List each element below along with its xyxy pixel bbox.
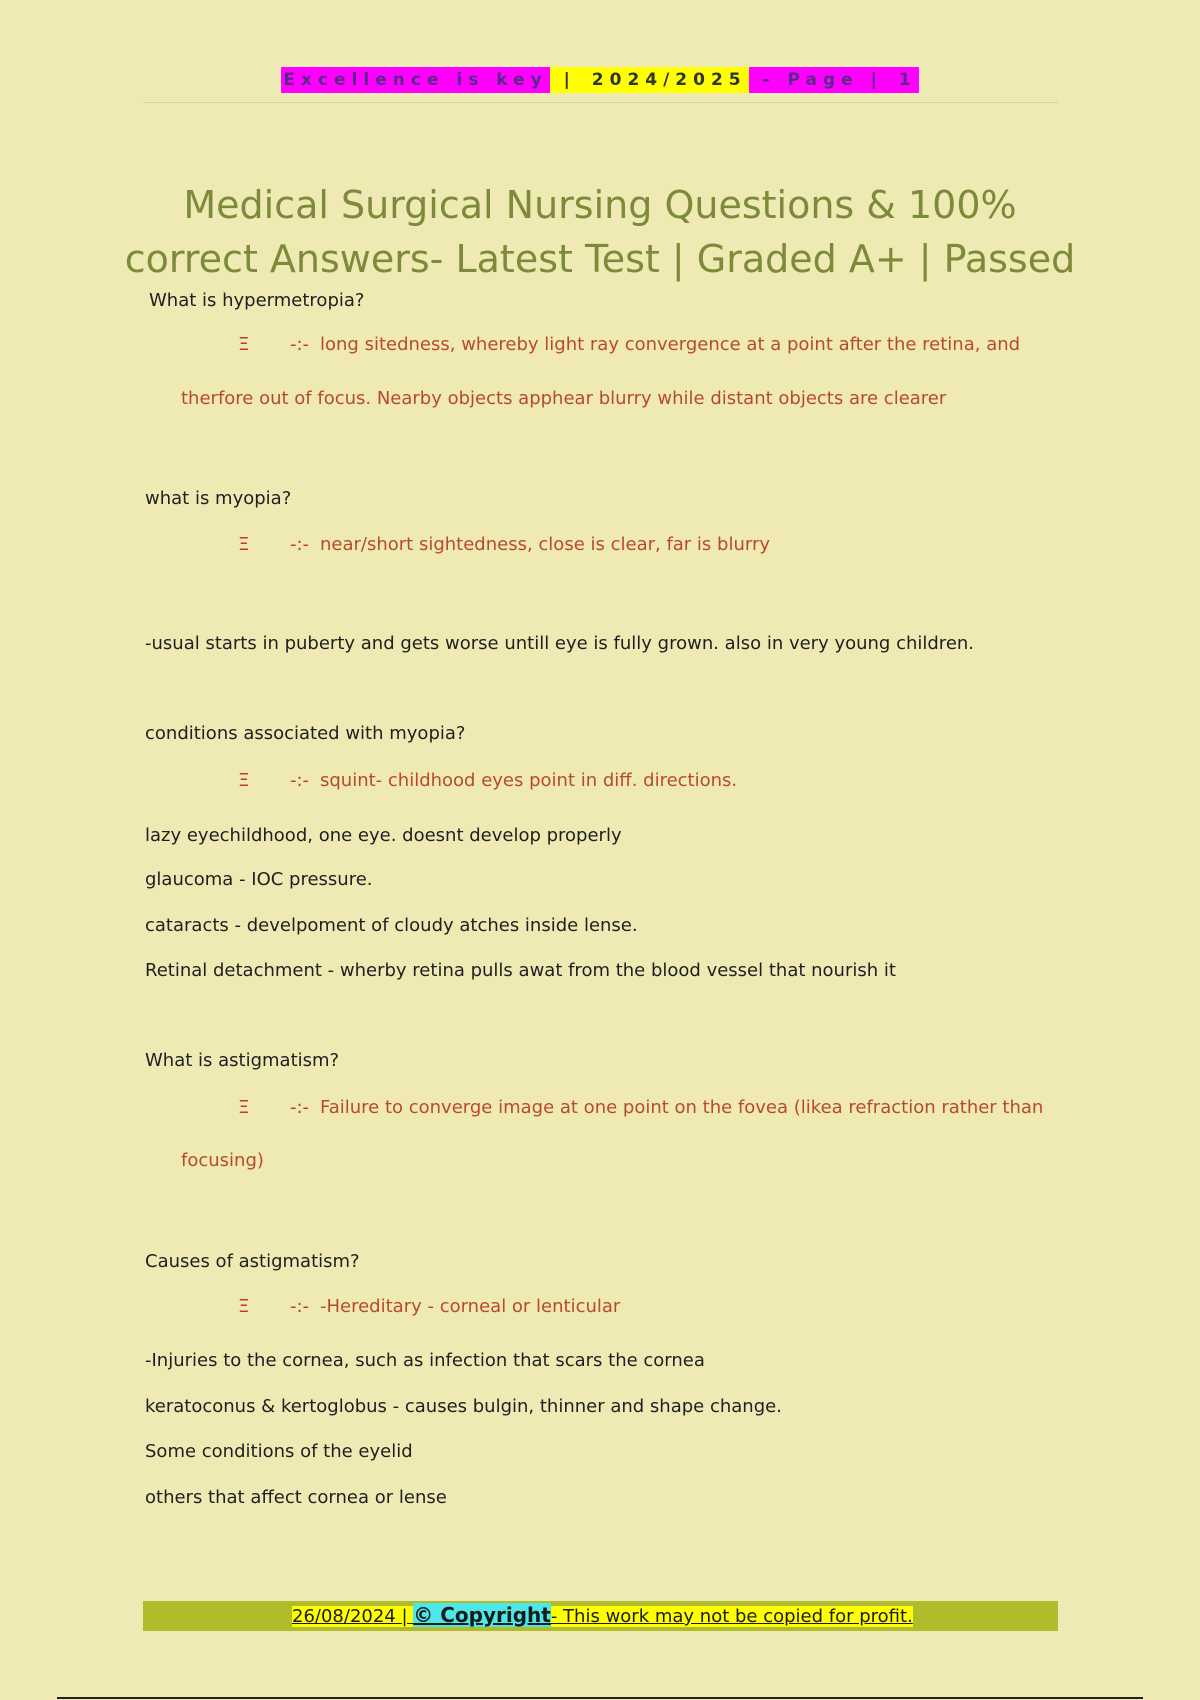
header-page-number: 1 (897, 67, 919, 93)
bullet-icon: Ξ (238, 1296, 250, 1317)
cause-keratoconus: keratoconus & kertoglobus - causes bulgin, thinner and shape change. (145, 1396, 782, 1417)
page-header (0, 70, 1200, 90)
condition-lazy-eye: lazy eyechildhood, one eye. doesnt develop properly (145, 825, 622, 846)
footer-copyright: © Copyright (413, 1603, 551, 1627)
answer-hypermetropia-line-2: therfore out of focus. Nearby objects apphear blurry while distant objects are clearer (181, 388, 947, 409)
condition-glaucoma: glaucoma - IOC pressure. (145, 869, 373, 890)
header-year: 2024/2025 (590, 67, 749, 93)
cause-injuries: -Injuries to the cornea, such as infection that scars the cornea (145, 1350, 705, 1371)
question-astigmatism-causes: Causes of astigmatism? (145, 1251, 360, 1272)
condition-retinal-detachment: Retinal detachment - wherby retina pulls awat from the blood vessel that nourish it (145, 960, 896, 981)
bullet-icon: Ξ (238, 334, 250, 355)
header-divider (143, 102, 1058, 103)
cause-other: others that affect cornea or lense (145, 1487, 447, 1508)
answer-arrow-icon: -:- (290, 1296, 310, 1317)
answer-astigmatism-causes: -Hereditary - corneal or lenticular (320, 1296, 621, 1317)
bullet-icon: Ξ (238, 770, 250, 791)
footer-notice: - This work may not be copied for profit. (550, 1606, 913, 1627)
bullet-icon: Ξ (238, 1097, 250, 1118)
answer-arrow-icon: -:- (290, 334, 310, 355)
answer-myopia: near/short sightedness, close is clear, far is blurry (320, 534, 770, 555)
answer-hypermetropia-line-1: long sitedness, whereby light ray convergence at a point after the retina, and (320, 334, 1021, 355)
condition-cataracts: cataracts - develpoment of cloudy atches inside lense. (145, 915, 638, 936)
answer-arrow-icon: -:- (290, 534, 310, 555)
cause-eyelid: Some conditions of the eyelid (145, 1441, 413, 1462)
document-title (100, 178, 1100, 286)
answer-arrow-icon: -:- (290, 770, 310, 791)
question-myopia-conditions: conditions associated with myopia? (145, 723, 466, 744)
question-hypermetropia: What is hypermetropia? (149, 290, 365, 311)
bullet-icon: Ξ (238, 534, 250, 555)
question-myopia: what is myopia? (145, 488, 292, 509)
header-page-label: - Page | (749, 67, 897, 93)
page-bottom-border (57, 1697, 1143, 1699)
answer-astigmatism-line-1: Failure to converge image at one point on the fovea (likea refraction rather than (320, 1097, 1044, 1118)
title-line-1: Medical Surgical Nursing Questions & 100% (183, 183, 1017, 227)
footer-date: 26/08/2024 | (292, 1606, 414, 1627)
header-motto: Excellence is key (281, 67, 549, 93)
answer-astigmatism-line-2: focusing) (181, 1150, 264, 1171)
header-separator: | (550, 67, 590, 93)
question-astigmatism: What is astigmatism? (145, 1050, 340, 1071)
page-footer (292, 1603, 913, 1627)
answer-arrow-icon: -:- (290, 1097, 310, 1118)
title-line-2: correct Answers- Latest Test | Graded A+ | Passed (124, 237, 1076, 281)
answer-myopia-conditions: squint- childhood eyes point in diff. directions. (320, 770, 738, 791)
note-myopia: -usual starts in puberty and gets worse untill eye is fully grown. also in very young children. (145, 633, 975, 654)
